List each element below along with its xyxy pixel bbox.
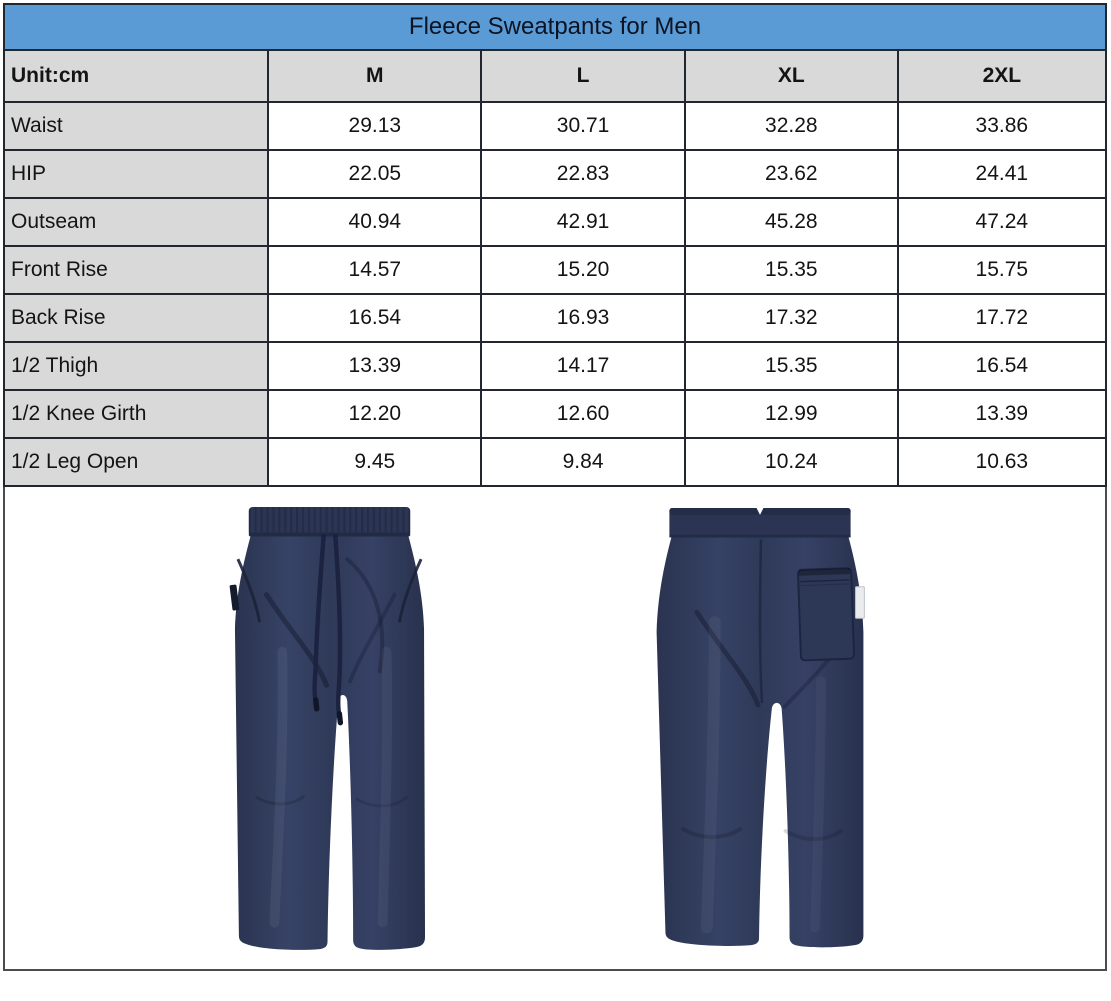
- table-row: [4, 198, 1106, 246]
- table-row: [4, 342, 1106, 390]
- measurement-value: 30.71: [481, 102, 685, 150]
- measurement-label: 1/2 Leg Open: [4, 438, 268, 486]
- measurement-value: 12.99: [685, 390, 898, 438]
- size-header-xl: XL: [685, 50, 898, 102]
- measurement-value: 14.57: [268, 246, 481, 294]
- measurement-value: 10.63: [898, 438, 1106, 486]
- size-table: [3, 3, 1107, 487]
- back-pocket: [798, 568, 854, 660]
- measurement-value: 13.39: [268, 342, 481, 390]
- measurement-value: 22.05: [268, 150, 481, 198]
- measurement-value: 12.20: [268, 390, 481, 438]
- measurement-value: 10.24: [685, 438, 898, 486]
- table-row: [4, 438, 1106, 486]
- measurement-value: 17.32: [685, 294, 898, 342]
- measurement-value: 32.28: [685, 102, 898, 150]
- title-row: [4, 4, 1106, 50]
- measurement-label: Outseam: [4, 198, 268, 246]
- measurement-value: 12.60: [481, 390, 685, 438]
- measurement-value: 45.28: [685, 198, 898, 246]
- size-header-l: L: [481, 50, 685, 102]
- measurement-value: 15.75: [898, 246, 1106, 294]
- product-photo-panel: [3, 487, 1107, 971]
- measurement-value: 16.54: [268, 294, 481, 342]
- table-row: [4, 390, 1106, 438]
- sweatpants-front-image: [229, 504, 430, 957]
- sweatpants-back-image: [653, 504, 867, 957]
- measurement-value: 42.91: [481, 198, 685, 246]
- measurement-value: 17.72: [898, 294, 1106, 342]
- measurement-label: HIP: [4, 150, 268, 198]
- unit-label: Unit:cm: [4, 50, 268, 102]
- measurement-value: 29.13: [268, 102, 481, 150]
- measurement-label: 1/2 Knee Girth: [4, 390, 268, 438]
- product-title: Fleece Sweatpants for Men: [4, 4, 1106, 50]
- size-header-row: [4, 50, 1106, 102]
- measurement-value: 47.24: [898, 198, 1106, 246]
- measurement-value: 22.83: [481, 150, 685, 198]
- size-header-2xl: 2XL: [898, 50, 1106, 102]
- measurement-value: 15.35: [685, 342, 898, 390]
- measurement-value: 23.62: [685, 150, 898, 198]
- care-tag: [856, 587, 865, 619]
- measurement-value: 16.93: [481, 294, 685, 342]
- measurement-value: 9.84: [481, 438, 685, 486]
- measurement-value: 15.35: [685, 246, 898, 294]
- measurement-label: Waist: [4, 102, 268, 150]
- table-row: [4, 294, 1106, 342]
- measurement-value: 14.17: [481, 342, 685, 390]
- table-row: [4, 102, 1106, 150]
- measurement-label: Back Rise: [4, 294, 268, 342]
- measurement-value: 33.86: [898, 102, 1106, 150]
- measurement-label: 1/2 Thigh: [4, 342, 268, 390]
- measurement-value: 15.20: [481, 246, 685, 294]
- measurement-label: Front Rise: [4, 246, 268, 294]
- measurement-value: 9.45: [268, 438, 481, 486]
- measurement-value: 16.54: [898, 342, 1106, 390]
- measurement-value: 24.41: [898, 150, 1106, 198]
- table-row: [4, 246, 1106, 294]
- size-header-m: M: [268, 50, 481, 102]
- measurement-value: 13.39: [898, 390, 1106, 438]
- measurement-value: 40.94: [268, 198, 481, 246]
- table-row: [4, 150, 1106, 198]
